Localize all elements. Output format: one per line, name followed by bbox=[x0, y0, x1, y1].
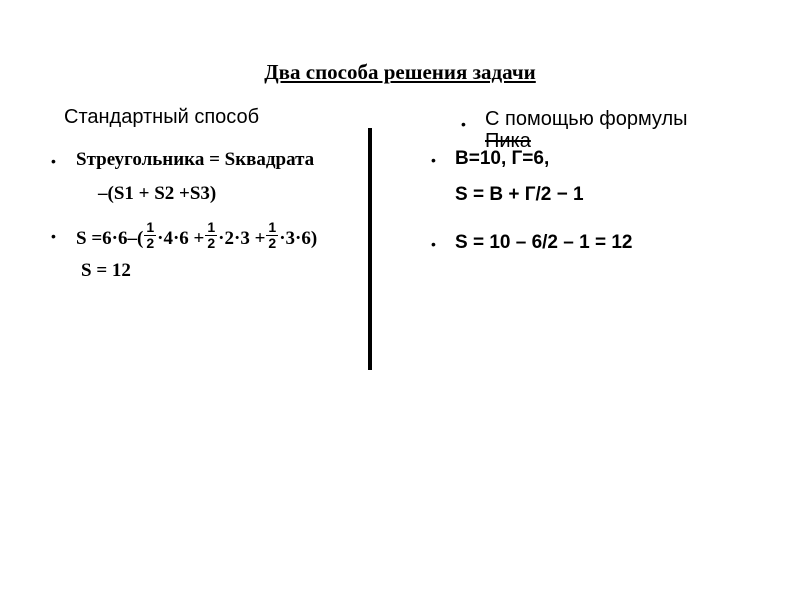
bullet-icon: • bbox=[431, 152, 436, 168]
bullet-icon: • bbox=[431, 236, 436, 252]
left-formula-line2: –(S1 + S2 +S3) bbox=[98, 183, 217, 204]
left-formula-line1: Sтреугольника = Sквадрата bbox=[76, 149, 315, 170]
fraction-numerator: 1 bbox=[268, 219, 277, 235]
fraction-numerator: 1 bbox=[146, 219, 155, 235]
formula-term: ·3·6) bbox=[279, 227, 318, 249]
fraction-denominator: 2 bbox=[268, 235, 277, 251]
left-result: S = 12 bbox=[81, 260, 131, 281]
left-heading: Стандартный способ bbox=[64, 106, 260, 128]
bullet-icon: • bbox=[51, 153, 56, 169]
right-heading-line2: Пика bbox=[485, 130, 531, 152]
fraction-denominator: 2 bbox=[207, 235, 216, 251]
right-heading-line1: С помощью формулы bbox=[485, 108, 688, 130]
fraction bbox=[205, 220, 217, 251]
formula-term: ·4·6 + bbox=[157, 227, 205, 249]
fraction-numerator: 1 bbox=[207, 219, 216, 235]
right-result: S = 10 – 6/2 – 1 = 12 bbox=[455, 232, 633, 253]
formula-term: ·2·3 + bbox=[218, 227, 266, 249]
right-pick-formula: S = В + Г/2 − 1 bbox=[455, 184, 584, 205]
slide-title: Два способа решения задачи bbox=[264, 60, 536, 84]
fraction bbox=[144, 220, 156, 251]
bullet-icon: • bbox=[51, 228, 56, 244]
fraction bbox=[266, 220, 278, 251]
right-values-line: В=10, Г=6, bbox=[455, 148, 550, 169]
bullet-icon: • bbox=[461, 116, 466, 132]
vertical-divider bbox=[368, 128, 372, 370]
formula-prefix: S =6·6–( bbox=[76, 227, 144, 249]
fraction-denominator: 2 bbox=[146, 235, 155, 251]
right-heading bbox=[485, 108, 745, 152]
left-formula-line3 bbox=[76, 219, 318, 255]
